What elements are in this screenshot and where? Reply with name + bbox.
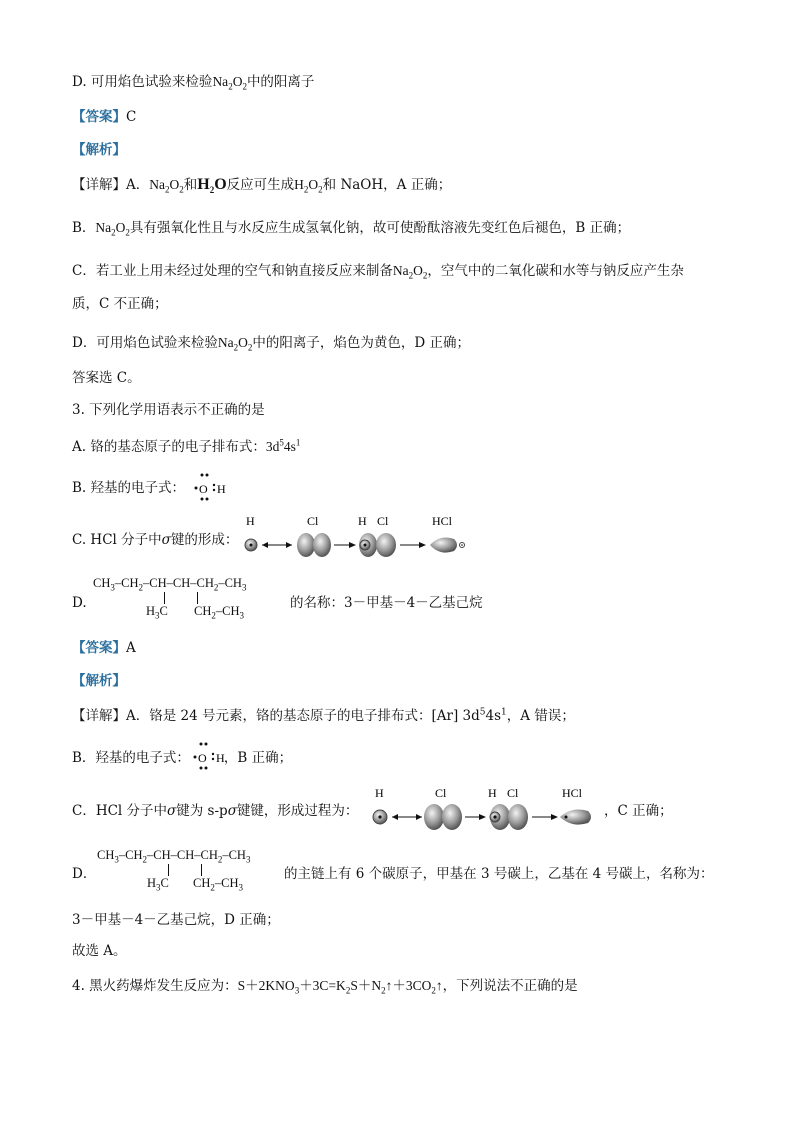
detail-1-c-cont: 质，C 不正确；: [72, 296, 168, 312]
cr-config: $3d^54s^1$: [265, 437, 301, 454]
detail-1-d: D．可用焰色试验来检验$Na_2O_2$中的阳离子，焰色为黄色，D 正确；: [72, 335, 470, 353]
detail-2-c-end: ，C 正确；: [604, 803, 673, 819]
q3-option-a: A. 铬的基态原子的电子排布式：$3d^54s^1$: [72, 437, 301, 455]
conclusion-2: 故选 A。: [72, 943, 127, 959]
hydroxyl-electron-formula-2: [191, 741, 231, 771]
detail-1-b: B．$Na_2O_2$具有强氧化性且与水反应生成氢氧化钠，故可使酚酞溶液先变红色后褪色，B 正确；: [72, 220, 631, 238]
conclusion-1: 答案选 C。: [72, 370, 141, 386]
detail-2-d-text: 的主链上有 6 个碳原子，甲基在 3 号碳上，乙基在 4 号碳上，名称为：: [284, 866, 714, 882]
analysis-1: 【解析】: [72, 142, 126, 158]
answer-1: 【答案】C: [72, 109, 137, 125]
detail-1-a: 【详解】A．$Na_2O_2$和$H_2O$反应可生成$H_2O_2$和 NaOH，A 正确；: [72, 176, 452, 196]
detail-2-d-cont: 3－甲基－4－乙基己烷，D 正确；: [72, 912, 280, 928]
reaction-equation: $S+2KNO_3+3C=K_2S+N_2↑+3CO_2↑$: [237, 978, 443, 996]
question-3-stem: 3. 下列化学用语表示不正确的是: [72, 402, 265, 418]
svg-text:HCl: HCl: [562, 786, 583, 800]
q3-option-d: D.: [72, 595, 87, 611]
analysis-2: 【解析】: [72, 673, 126, 689]
detail-1-c: C．若工业上用未经过处理的空气和钠直接反应来制备$Na_2O_2$，空气中的二氧化碳和水等与钠反应产生杂: [72, 263, 684, 281]
svg-text:O: O: [198, 751, 207, 765]
detail-2-b: B．羟基的电子式： ，B 正确；: [72, 750, 293, 766]
svg-text:Cl: Cl: [307, 514, 319, 528]
detail-2-a: 【详解】A．铬是 24 号元素，铬的基态原子的电子排布式：[Ar] $3d^54s^1$，A 错误；: [72, 707, 575, 724]
structural-formula-detail: $CH_3-CH_2-CH-CH-CH_2-CH_3$ $H_3C$ $CH_2-CH_3$: [97, 848, 251, 893]
structural-formula-q3: $CH_3-CH_2-CH-CH-CH_2-CH_3$ $H_3C$ $CH_2-CH_3$: [93, 576, 247, 621]
sigma-bond-diagram-detail: [370, 786, 602, 830]
svg-text:H: H: [246, 514, 255, 528]
detail-2-c: C．HCl 分子中σ键为 s-pσ键键，形成过程为：: [72, 803, 359, 819]
q3-option-c: C. HCl 分子中σ键的形成：: [72, 532, 239, 548]
svg-text:H: H: [358, 514, 367, 528]
detail-2-d: D．: [72, 866, 97, 882]
svg-text:H: H: [488, 786, 497, 800]
svg-text:HCl: HCl: [432, 514, 453, 528]
svg-text:O: O: [199, 482, 208, 496]
q3-option-b: B. 羟基的电子式：: [72, 480, 186, 496]
option-d: D. 可用焰色试验来检验$Na_2O_2$中的阳离子: [72, 74, 315, 92]
hydroxyl-electron-formula: [192, 472, 232, 502]
question-4-stem: 4. 黑火药爆炸发生反应为：$S+2KNO_3+3C=K_2S+N_2↑+3CO_2↑$，下列说法不正确的是: [72, 978, 578, 996]
svg-text:H: H: [216, 751, 225, 765]
sigma-bond-diagram-q3: [240, 514, 470, 554]
svg-text:H: H: [375, 786, 384, 800]
q3-option-d-name: 的名称：3－甲基－4－乙基己烷: [290, 595, 483, 611]
svg-text:Cl: Cl: [507, 786, 519, 800]
svg-text:H: H: [217, 482, 226, 496]
formula-na2o2: $Na_2O_2$: [212, 74, 247, 92]
answer-2: 【答案】A: [72, 640, 136, 656]
svg-text:Cl: Cl: [435, 786, 447, 800]
svg-text:Cl: Cl: [377, 514, 389, 528]
